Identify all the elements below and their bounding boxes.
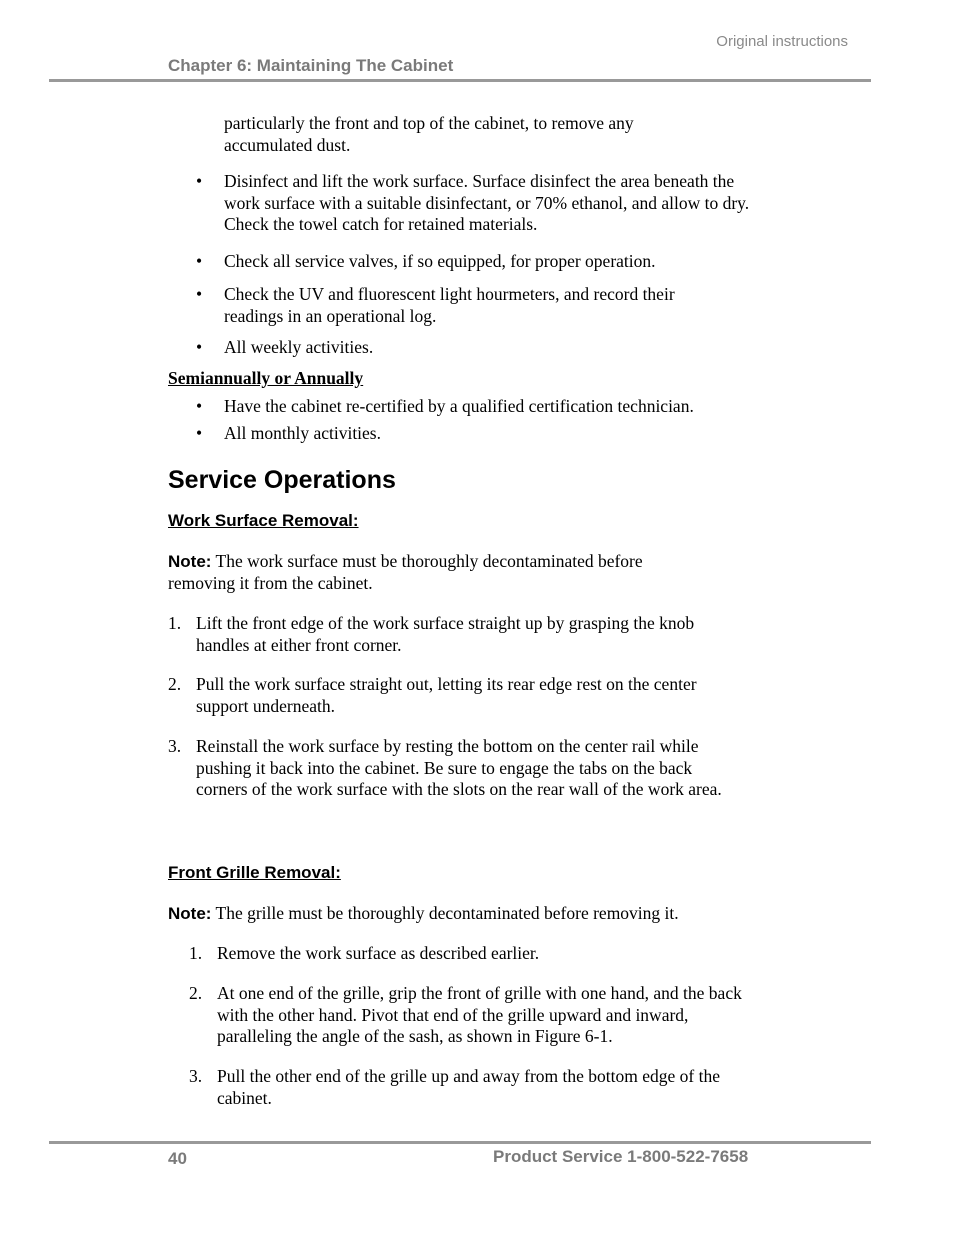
work-surface-heading: Work Surface Removal: bbox=[168, 511, 359, 530]
semiannual-heading: Semiannually or Annually bbox=[168, 368, 364, 388]
note-label: Note: bbox=[168, 904, 212, 923]
list-item: Disinfect and lift the work surface. Surface disinfect the area beneath the work surface with a suitable disinfectant, or 70% ethanol, and allow to dry. Check the towel catch for retained materials. bbox=[224, 171, 750, 234]
step-text: Lift the front edge of the work surface straight up by grasping the knob handles at either front corner. bbox=[196, 613, 695, 655]
note-text: The grille must be thoroughly decontaminated before removing it. bbox=[211, 903, 679, 923]
step-number: 2. bbox=[189, 983, 203, 1003]
list-item: Have the cabinet re-certified by a qualified certification technician. bbox=[224, 396, 694, 416]
step-number: 3. bbox=[168, 736, 182, 756]
list-item: Check the UV and fluorescent light hourmeters, and record their readings in an operational log. bbox=[224, 284, 675, 326]
product-service-line: Product Service 1-800-522-7658 bbox=[493, 1147, 749, 1166]
step-number: 2. bbox=[168, 674, 182, 694]
step-number: 1. bbox=[168, 613, 182, 633]
bullet-icon: • bbox=[196, 423, 203, 443]
note-label: Note: bbox=[168, 552, 212, 571]
original-instructions-label: Original instructions bbox=[716, 33, 848, 50]
step-text: Pull the work surface straight out, letting its rear edge rest on the center support underneath. bbox=[196, 674, 697, 716]
page-number: 40 bbox=[168, 1149, 187, 1168]
step-text: Remove the work surface as described earlier. bbox=[217, 943, 540, 963]
step-text: Reinstall the work surface by resting the bottom on the center rail while pushing it back into the cabinet. Be sure to engage the tabs on the back corners of the work surface with the slots on the rear wall of the work area. bbox=[196, 736, 722, 799]
work-surface-note bbox=[168, 551, 688, 594]
front-grille-note bbox=[168, 903, 768, 925]
footer-rule bbox=[49, 1141, 871, 1144]
bullet-icon: • bbox=[196, 337, 203, 357]
list-item: All monthly activities. bbox=[224, 423, 381, 443]
front-grille-heading: Front Grille Removal: bbox=[168, 863, 341, 882]
chapter-title: Chapter 6: Maintaining The Cabinet bbox=[168, 56, 454, 75]
step-number: 3. bbox=[189, 1066, 203, 1086]
step-number: 1. bbox=[189, 943, 203, 963]
list-item: All weekly activities. bbox=[224, 337, 374, 357]
section-title: Service Operations bbox=[168, 466, 396, 494]
bullet-icon: • bbox=[196, 171, 203, 191]
header-rule bbox=[49, 79, 871, 82]
note-text: The work surface must be thoroughly decontaminated before removing it from the cabinet. bbox=[168, 551, 643, 593]
continuation-text: particularly the front and top of the cabinet, to remove any accumulated dust. bbox=[224, 113, 634, 155]
step-text: Pull the other end of the grille up and away from the bottom edge of the cabinet. bbox=[217, 1066, 720, 1108]
bullet-icon: • bbox=[196, 251, 203, 271]
bullet-icon: • bbox=[196, 284, 203, 304]
bullet-icon: • bbox=[196, 396, 203, 416]
list-item: Check all service valves, if so equipped, for proper operation. bbox=[224, 251, 656, 271]
step-text: At one end of the grille, grip the front of grille with one hand, and the back with the other hand. Pivot that end of the grille upward and inward, paralleling the angle of the sash, as shown in Figure 6-1. bbox=[217, 983, 742, 1046]
